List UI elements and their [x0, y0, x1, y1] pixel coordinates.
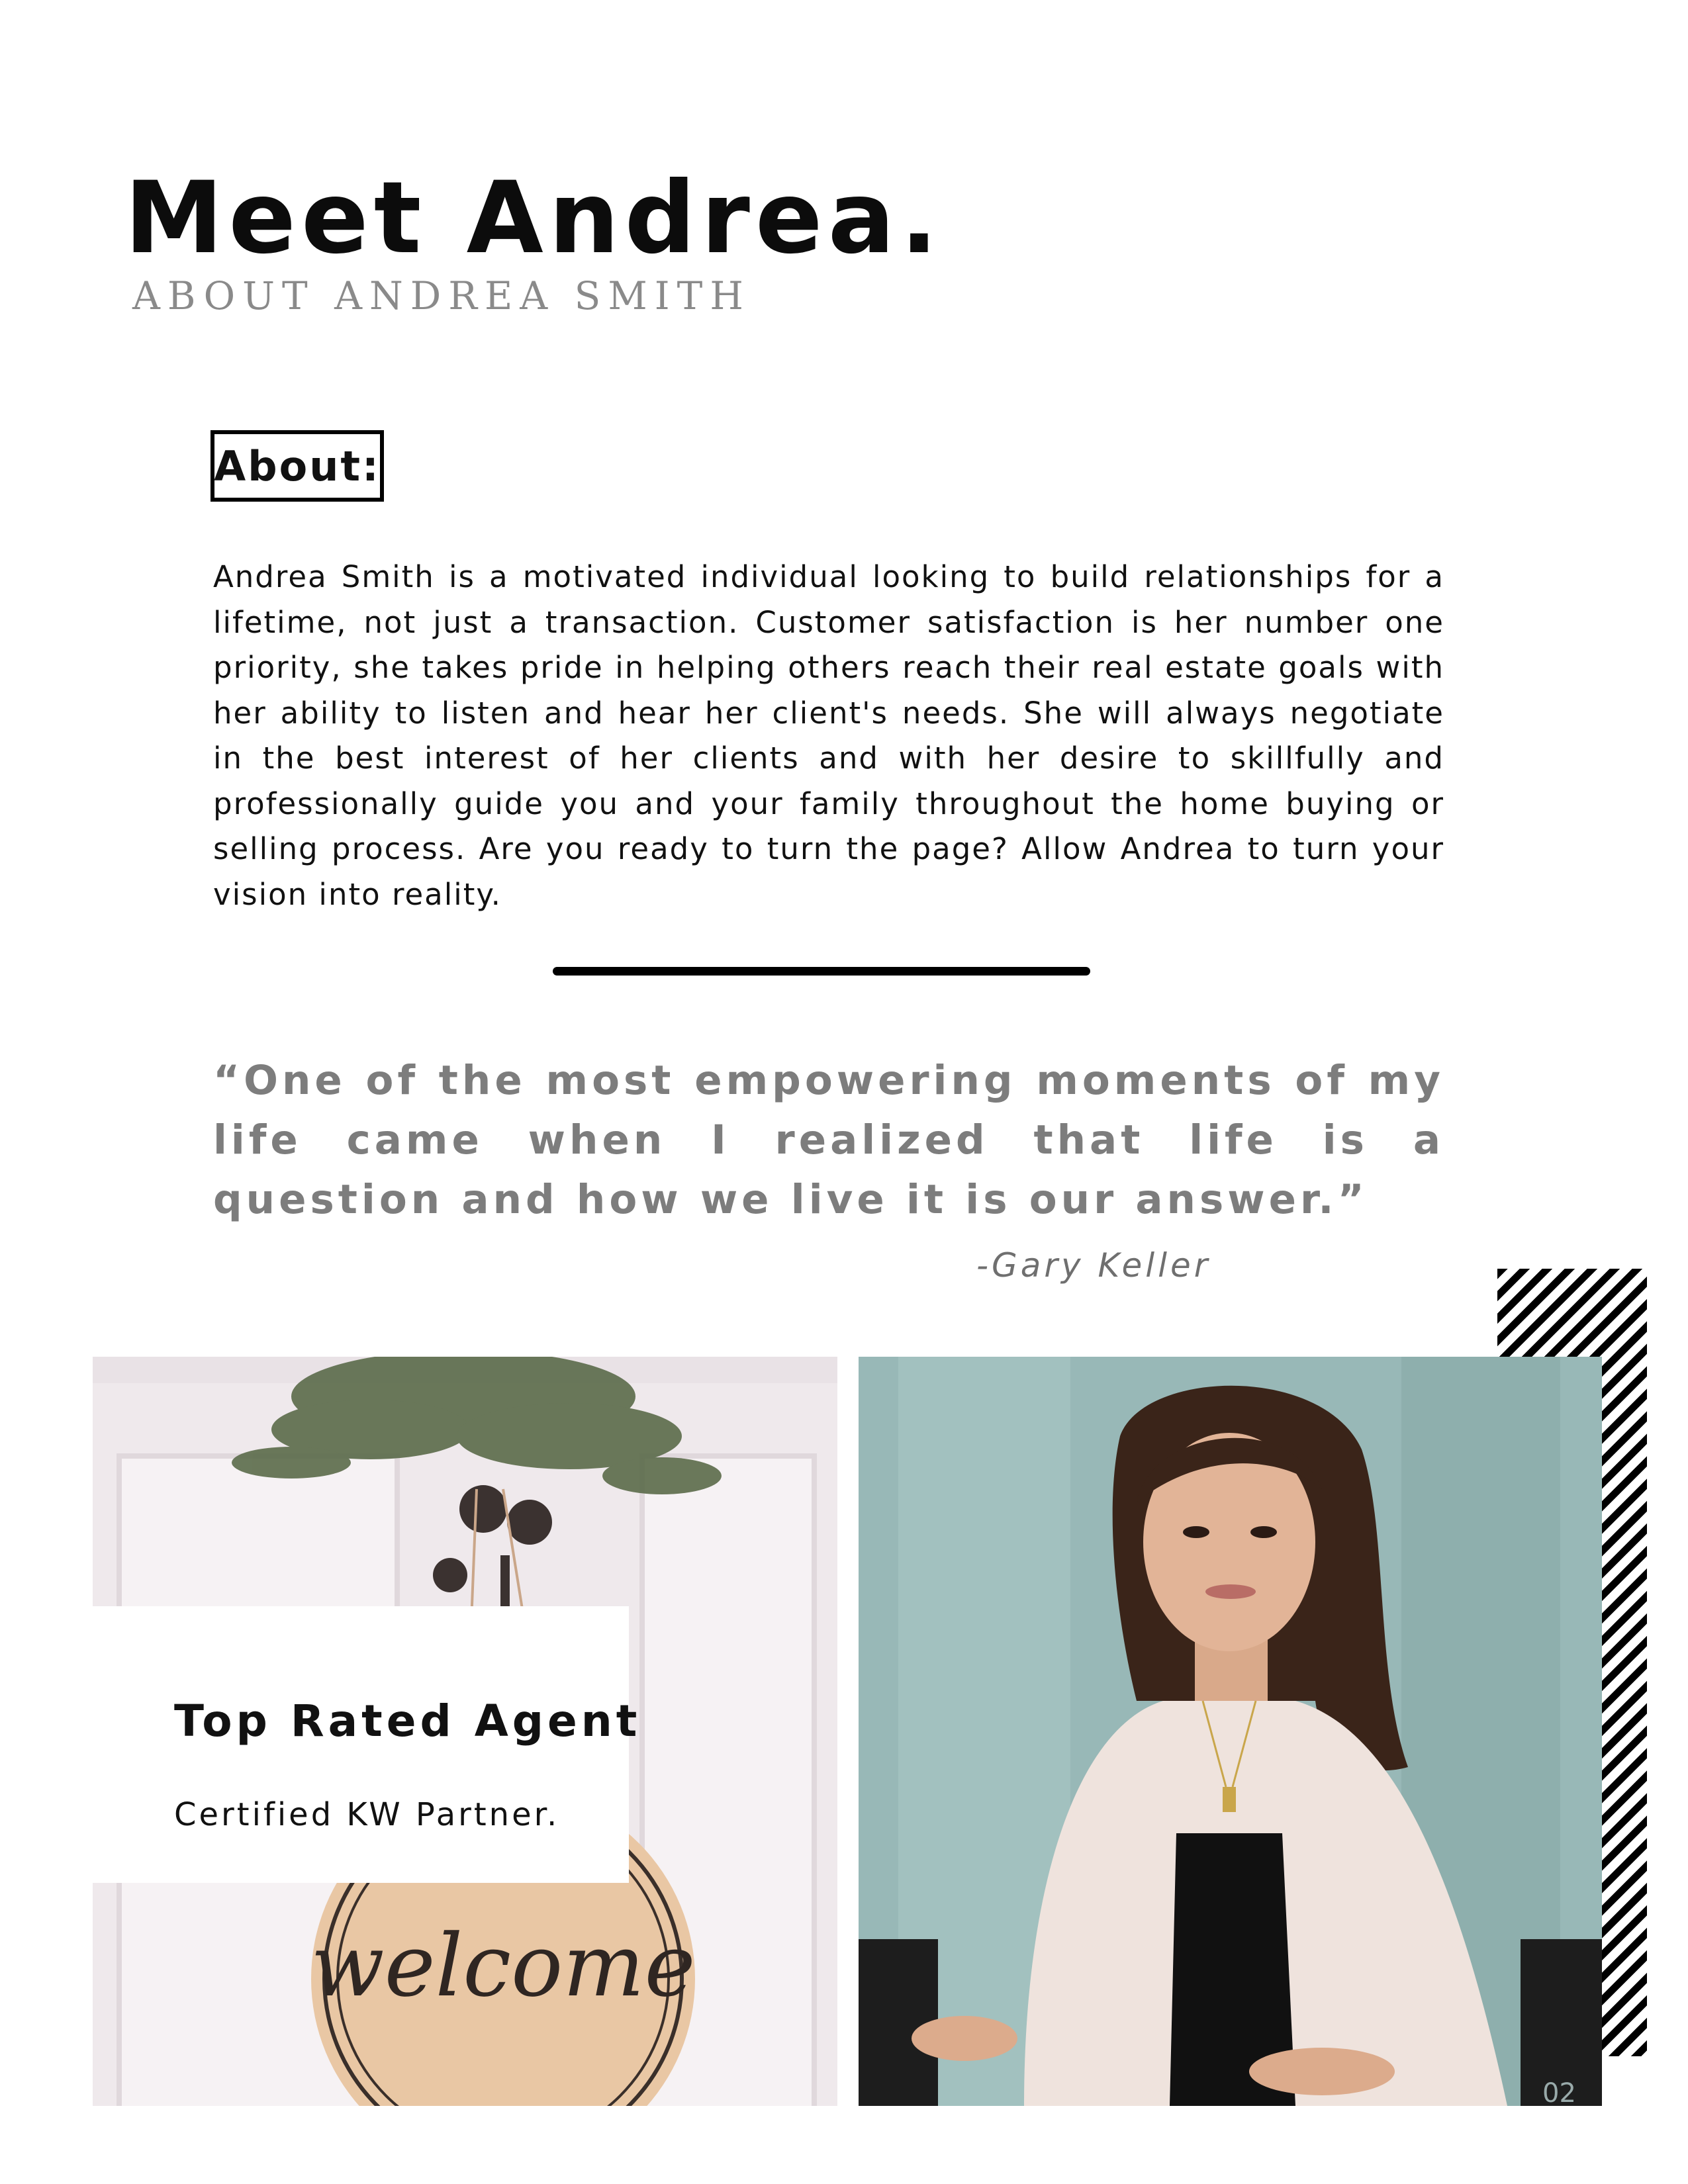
welcome-sign-text: welcome	[310, 1915, 696, 2016]
card-title: Top Rated Agent	[174, 1696, 641, 1747]
quote-text: “One of the most empowering moments of my life came when I realized that life is a question and how we live it is our answer.”	[213, 1057, 1444, 1223]
page-title: Meet Andrea.	[124, 161, 943, 276]
section-divider	[553, 967, 1090, 976]
about-heading: About:	[214, 441, 381, 490]
agent-portrait-photo	[859, 1357, 1602, 2106]
card-subtitle: Certified KW Partner.	[174, 1796, 560, 1833]
about-body-text: Andrea Smith is a motivated individual looking to build relationships for a lifetime, not just a transaction. Customer satisfaction is her number one priority, she takes pride in helping others reach their real estate goals with her ability to listen and hear her client's needs. She will always negotiate in the best interest of her clients and with her desire to skillfully and professionally guide you and your family throughout the home buying or selling process. Are you ready to turn the page? Allow Andrea to turn your vision into reality.	[213, 559, 1444, 912]
page-subtitle: ABOUT ANDREA SMITH	[132, 273, 751, 318]
page-number: 02	[1542, 2078, 1576, 2109]
agent-portrait-illustration	[859, 1357, 1602, 2106]
quote-author: -Gary Keller	[976, 1246, 1211, 1285]
